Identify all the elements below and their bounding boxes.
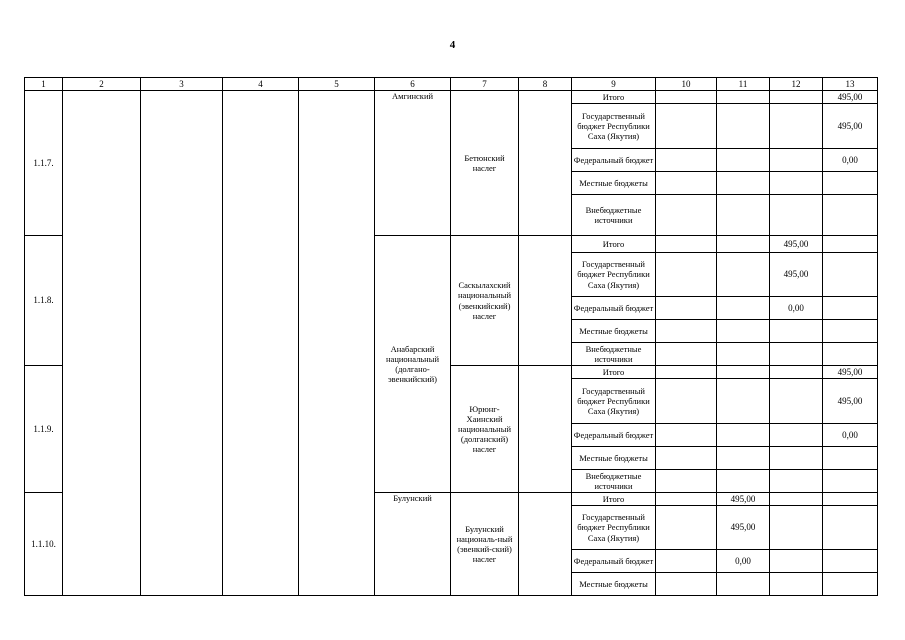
source-cell: Государственный бюджет Республики Саха (Якутия) bbox=[572, 506, 656, 550]
value-cell bbox=[823, 573, 878, 596]
value-cell bbox=[823, 172, 878, 195]
row-number: 1.1.8. bbox=[25, 236, 63, 366]
col4-cell bbox=[223, 91, 299, 596]
value-cell bbox=[717, 172, 770, 195]
header-cell: 3 bbox=[141, 78, 223, 91]
value-cell bbox=[717, 91, 770, 104]
value-cell: 495,00 bbox=[823, 104, 878, 149]
value-cell bbox=[770, 447, 823, 470]
value-cell bbox=[823, 470, 878, 493]
header-cell: 11 bbox=[717, 78, 770, 91]
source-cell: Внебюджетные источники bbox=[572, 343, 656, 366]
col8-cell bbox=[519, 236, 572, 366]
value-cell bbox=[717, 236, 770, 253]
value-cell bbox=[823, 195, 878, 236]
value-cell bbox=[656, 253, 717, 297]
value-cell bbox=[717, 424, 770, 447]
source-cell: Местные бюджеты bbox=[572, 447, 656, 470]
value-cell bbox=[717, 253, 770, 297]
value-cell bbox=[656, 493, 717, 506]
value-cell bbox=[770, 320, 823, 343]
row-number: 1.1.7. bbox=[25, 91, 63, 236]
source-cell: Внебюджетные источники bbox=[572, 195, 656, 236]
col5-cell bbox=[299, 91, 375, 596]
value-cell bbox=[823, 343, 878, 366]
row-number: 1.1.10. bbox=[25, 493, 63, 596]
source-cell: Итого bbox=[572, 236, 656, 253]
value-cell bbox=[656, 91, 717, 104]
value-cell: 0,00 bbox=[823, 149, 878, 172]
header-cell: 4 bbox=[223, 78, 299, 91]
value-cell bbox=[717, 104, 770, 149]
header-cell: 1 bbox=[25, 78, 63, 91]
value-cell bbox=[770, 343, 823, 366]
value-cell bbox=[656, 506, 717, 550]
source-cell: Местные бюджеты bbox=[572, 172, 656, 195]
value-cell bbox=[656, 149, 717, 172]
header-cell: 8 bbox=[519, 78, 572, 91]
value-cell bbox=[656, 320, 717, 343]
source-cell: Государственный бюджет Республики Саха (Якутия) bbox=[572, 379, 656, 424]
value-cell bbox=[823, 297, 878, 320]
value-cell bbox=[717, 379, 770, 424]
col8-cell bbox=[519, 91, 572, 236]
col8-cell bbox=[519, 493, 572, 596]
value-cell bbox=[656, 297, 717, 320]
value-cell bbox=[770, 195, 823, 236]
header-cell: 2 bbox=[63, 78, 141, 91]
value-cell bbox=[823, 550, 878, 573]
value-cell bbox=[770, 104, 823, 149]
value-cell bbox=[770, 424, 823, 447]
value-cell bbox=[717, 343, 770, 366]
budget-table bbox=[24, 77, 878, 596]
header-cell: 12 bbox=[770, 78, 823, 91]
value-cell: 495,00 bbox=[823, 366, 878, 379]
value-cell bbox=[823, 320, 878, 343]
value-cell bbox=[823, 506, 878, 550]
settlement-cell: Бетюнский наслег bbox=[451, 91, 519, 236]
value-cell: 495,00 bbox=[717, 506, 770, 550]
value-cell: 0,00 bbox=[717, 550, 770, 573]
value-cell bbox=[770, 470, 823, 493]
value-cell bbox=[656, 172, 717, 195]
value-cell: 0,00 bbox=[823, 424, 878, 447]
value-cell bbox=[770, 172, 823, 195]
value-cell bbox=[656, 424, 717, 447]
value-cell bbox=[656, 447, 717, 470]
value-cell bbox=[770, 149, 823, 172]
table-row bbox=[25, 91, 878, 104]
header-row bbox=[25, 78, 878, 91]
page-number: 4 bbox=[449, 39, 456, 51]
district-cell: Амгинский bbox=[375, 91, 451, 236]
value-cell bbox=[717, 470, 770, 493]
header-cell: 13 bbox=[823, 78, 878, 91]
col8-cell bbox=[519, 366, 572, 493]
source-cell: Местные бюджеты bbox=[572, 320, 656, 343]
value-cell bbox=[656, 343, 717, 366]
value-cell bbox=[823, 236, 878, 253]
source-cell: Итого bbox=[572, 493, 656, 506]
settlement-cell: Юрюнг-Хаинский национальный (долганский) наслег bbox=[451, 366, 519, 493]
source-cell: Государственный бюджет Республики Саха (Якутия) bbox=[572, 253, 656, 297]
value-cell: 495,00 bbox=[717, 493, 770, 506]
value-cell bbox=[656, 236, 717, 253]
source-cell: Федеральный бюджет bbox=[572, 149, 656, 172]
value-cell bbox=[656, 366, 717, 379]
value-cell bbox=[656, 573, 717, 596]
source-cell: Федеральный бюджет bbox=[572, 297, 656, 320]
header-cell: 10 bbox=[656, 78, 717, 91]
value-cell bbox=[770, 379, 823, 424]
value-cell: 0,00 bbox=[770, 297, 823, 320]
value-cell bbox=[656, 104, 717, 149]
value-cell bbox=[717, 573, 770, 596]
district-cell: Булунский bbox=[375, 493, 451, 596]
value-cell bbox=[656, 550, 717, 573]
value-cell bbox=[717, 195, 770, 236]
col2-cell bbox=[63, 91, 141, 596]
value-cell bbox=[656, 195, 717, 236]
value-cell: 495,00 bbox=[823, 91, 878, 104]
source-cell: Итого bbox=[572, 91, 656, 104]
district-cell: Анабарский национальный (долгано-эвенкийский) bbox=[375, 236, 451, 493]
value-cell bbox=[717, 149, 770, 172]
header-cell: 6 bbox=[375, 78, 451, 91]
value-cell bbox=[717, 297, 770, 320]
source-cell: Федеральный бюджет bbox=[572, 424, 656, 447]
header-cell: 7 bbox=[451, 78, 519, 91]
source-cell: Местные бюджеты bbox=[572, 573, 656, 596]
settlement-cell: Булунский националь-ный (эвенкий-ский) наслег bbox=[451, 493, 519, 596]
value-cell bbox=[770, 493, 823, 506]
row-number: 1.1.9. bbox=[25, 366, 63, 493]
value-cell bbox=[656, 470, 717, 493]
source-cell: Федеральный бюджет bbox=[572, 550, 656, 573]
value-cell bbox=[770, 550, 823, 573]
value-cell bbox=[823, 253, 878, 297]
source-cell: Внебюджетные источники bbox=[572, 470, 656, 493]
value-cell bbox=[770, 573, 823, 596]
value-cell: 495,00 bbox=[770, 236, 823, 253]
col3-cell bbox=[141, 91, 223, 596]
value-cell: 495,00 bbox=[770, 253, 823, 297]
value-cell bbox=[770, 366, 823, 379]
value-cell bbox=[717, 320, 770, 343]
settlement-cell: Саскылахский национальный (эвенкийский) наслег bbox=[451, 236, 519, 366]
value-cell bbox=[656, 379, 717, 424]
value-cell bbox=[823, 493, 878, 506]
source-cell: Государственный бюджет Республики Саха (Якутия) bbox=[572, 104, 656, 149]
value-cell bbox=[770, 506, 823, 550]
header-cell: 9 bbox=[572, 78, 656, 91]
value-cell bbox=[770, 91, 823, 104]
value-cell bbox=[717, 447, 770, 470]
value-cell bbox=[823, 447, 878, 470]
source-cell: Итого bbox=[572, 366, 656, 379]
value-cell: 495,00 bbox=[823, 379, 878, 424]
header-cell: 5 bbox=[299, 78, 375, 91]
value-cell bbox=[717, 366, 770, 379]
